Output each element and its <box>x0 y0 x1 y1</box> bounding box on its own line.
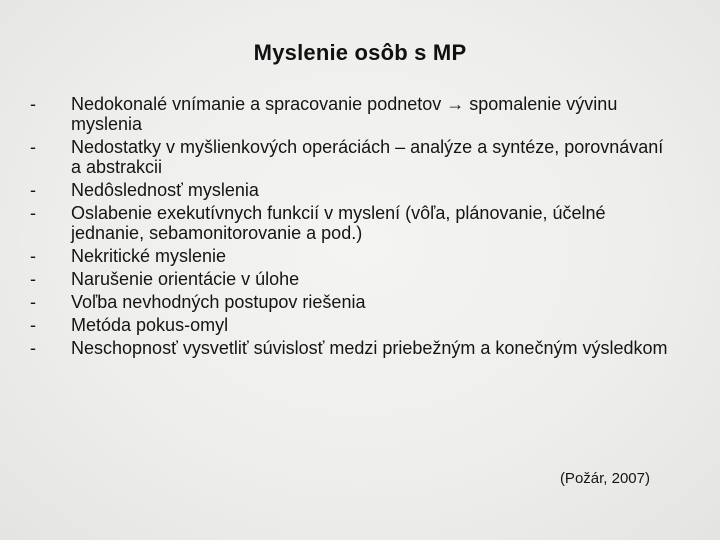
bullet-item <box>30 94 670 134</box>
bullet-item <box>30 137 670 177</box>
bullet-marker: - <box>30 338 36 358</box>
bullet-marker: - <box>30 269 36 289</box>
bullet-text: Nedôslednosť myslenia <box>71 180 259 200</box>
bullet-marker: - <box>30 137 36 157</box>
bullet-text: Nedostatky v myšlienkových operáciách – analýze a syntéze, porovnávaní a abstrakcii <box>71 137 664 177</box>
bullet-marker: - <box>30 246 36 266</box>
bullet-marker: - <box>30 315 36 335</box>
bullet-text: Narušenie orientácie v úlohe <box>71 269 300 289</box>
bullet-text: Metóda pokus-omyl <box>71 315 229 335</box>
bullet-text: Nedokonalé vnímanie a spracovanie podnetov → spomalenie vývinu myslenia <box>71 94 618 134</box>
bullet-marker: - <box>30 203 36 223</box>
slide-title <box>0 40 720 66</box>
citation: (Požár, 2007) <box>559 470 650 487</box>
bullet-marker: - <box>30 94 36 114</box>
slide-title-text: Myslenie osôb s MP <box>253 40 467 65</box>
bullet-text: Neschopnosť vysvetliť súvislosť medzi priebežným a konečným výsledkom <box>71 338 668 358</box>
bullet-list <box>30 94 670 361</box>
bullet-marker: - <box>30 180 36 200</box>
bullet-item <box>30 180 670 200</box>
bullet-item <box>30 292 670 312</box>
bullet-item <box>30 315 670 335</box>
bullet-text: Oslabenie exekutívnych funkcií v myslení (vôľa, plánovanie, účelné jednanie, sebamonitorovanie a pod.) <box>71 203 606 243</box>
bullet-marker: - <box>30 292 36 312</box>
bullet-item <box>30 269 670 289</box>
bullet-item <box>30 246 670 266</box>
bullet-text: Voľba nevhodných postupov riešenia <box>71 292 366 312</box>
bullet-item <box>30 338 670 358</box>
bullet-item <box>30 203 670 243</box>
bullet-text: Nekritické myslenie <box>71 246 227 266</box>
